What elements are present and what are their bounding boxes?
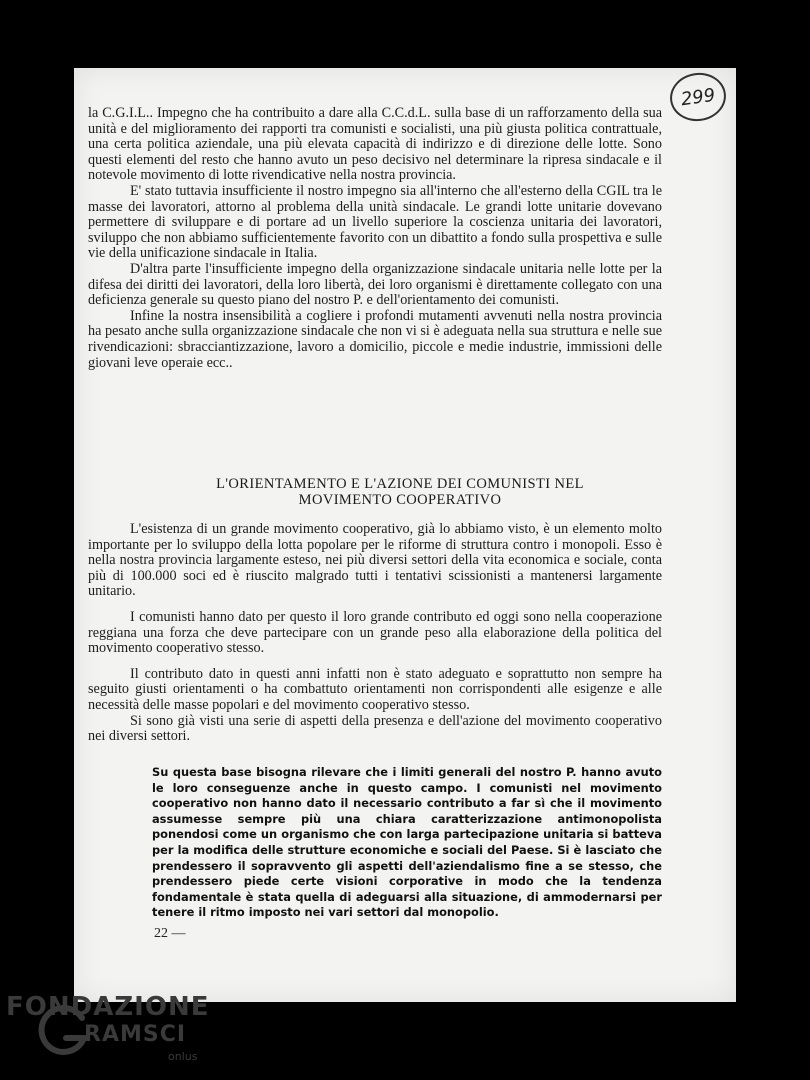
bold-paragraph: Su questa base bisogna rilevare che i limiti generali del nostro P. hanno avuto le loro conseguenze anche in questo campo. I comunisti nel movimento cooperativo non hanno dato il necessario contributo a far sì che il movimento assumesse sempre più una chiara caratterizzazione antimonopolista ponendosi come un organismo che con larga partecipazione unitaria si batteva per la modifica delle strutture economiche e sociali del Paese. Si è lasciato che prendessero il sopravvento gli aspetti dell'aziendalismo fine a se stesso, che prendessero piede certe visioni corporative in modo che la tendenza fondamentale è stata quella di adeguarsi alla situazione, di ammodernarsi per tenere il ritmo imposto nei vari settori dal monopolio. — [152, 765, 662, 920]
paragraph: la C.G.I.L.. Impegno che ha contribuito a dare alla C.C.d.L. sulla base di un rafforzamento della sua unità e del miglioramento dei rapporti tra comunisti e socialisti, una più giusta politica contrattuale, una certa politica aziendale, una più elevata capacità di indirizzo e di direzione delle lotte. Sono questi elementi del resto che hanno avuto un peso decisivo nel determinare la ripresa sindacale e il notevole movimento di lotte rivendicative nella nostra provincia. — [88, 105, 662, 184]
paragraph: L'esistenza di un grande movimento cooperativo, già lo abbiamo visto, è un elemento molto importante per lo sviluppo della lotta popolare per le riforme di struttura contro i monopoli. Esso è nella nostra provincia largamente esteso, nei più diversi settori della vita economica e sociale, conta più di 100.000 soci ed è riuscito malgrado tutti i tentativi scissionisti a mantenersi largamente unitario. — [88, 521, 662, 600]
logo-text-line-2: RAMSCI — [84, 1022, 187, 1047]
stamp-number: 299 — [679, 84, 717, 110]
section-2-text — [88, 522, 662, 745]
logo-text-line-1: FONDAZIONE — [6, 992, 210, 1022]
section-1-text — [88, 106, 662, 371]
paragraph: Si sono già visti una serie di aspetti della presenza e dell'azione del movimento cooperativo nei diversi settori. — [88, 712, 662, 745]
bold-paragraph-block — [152, 765, 662, 921]
paragraph: D'altra parte l'insufficiente impegno della organizzazione sindacale unitaria nelle lotte per la difesa dei diritti dei lavoratori, della loro libertà, dei loro organismi è direttamente collegato con una deficienza generale su questo piano del nostro P. e dell'orientamento dei comunisti. — [88, 260, 662, 309]
section-heading — [140, 476, 660, 508]
logo-onlus: onlus — [168, 1050, 198, 1063]
heading-line-1: L'ORIENTAMENTO E L'AZIONE DEI COMUNISTI NEL — [216, 476, 584, 492]
fondazione-gramsci-logo — [6, 990, 210, 1070]
page-number: 22 — — [154, 926, 186, 941]
paragraph: I comunisti hanno dato per questo il loro grande contributo ed oggi sono nella cooperazione reggiana una forza che deve partecipare con un grande peso alla elaborazione della politica del movimento cooperativo stesso. — [88, 608, 662, 657]
paragraph: Infine la nostra insensibilità a cogliere i profondi mutamenti avvenuti nella nostra provincia ha pesato anche sulla organizzazione sindacale che non vi si è adeguata nella sua struttura e nelle sue rivendicazioni: sbracciantizzazione, lavoro a domicilio, piccole e medie industrie, immissioni delle giovani leve operaie ecc.. — [88, 307, 662, 371]
paragraph: Il contributo dato in questi anni infatti non è stato adeguato e soprattutto non sempre ha seguito giusti orientamenti o ha combattuto orientamenti non corrispondenti alle esigenze e alle necessità delle masse popolari e del movimento cooperativo stesso. — [88, 665, 662, 713]
heading-line-2: MOVIMENTO COOPERATIVO — [298, 492, 502, 508]
paragraph: E' stato tuttavia insufficiente il nostro impegno sia all'interno che all'esterno della CGIL tra le masse dei lavoratori, attorno al problema della unità sindacale. Le grandi lotte unitarie dovevano permettere di sviluppare e di portare ad un livello superiore la coscienza unitaria dei lavoratori, sviluppo che non abbiamo sufficientemente favorito con un dibattito a fondo sulla prospettiva e sulle vie della unificazione sindacale in Italia. — [88, 182, 662, 262]
